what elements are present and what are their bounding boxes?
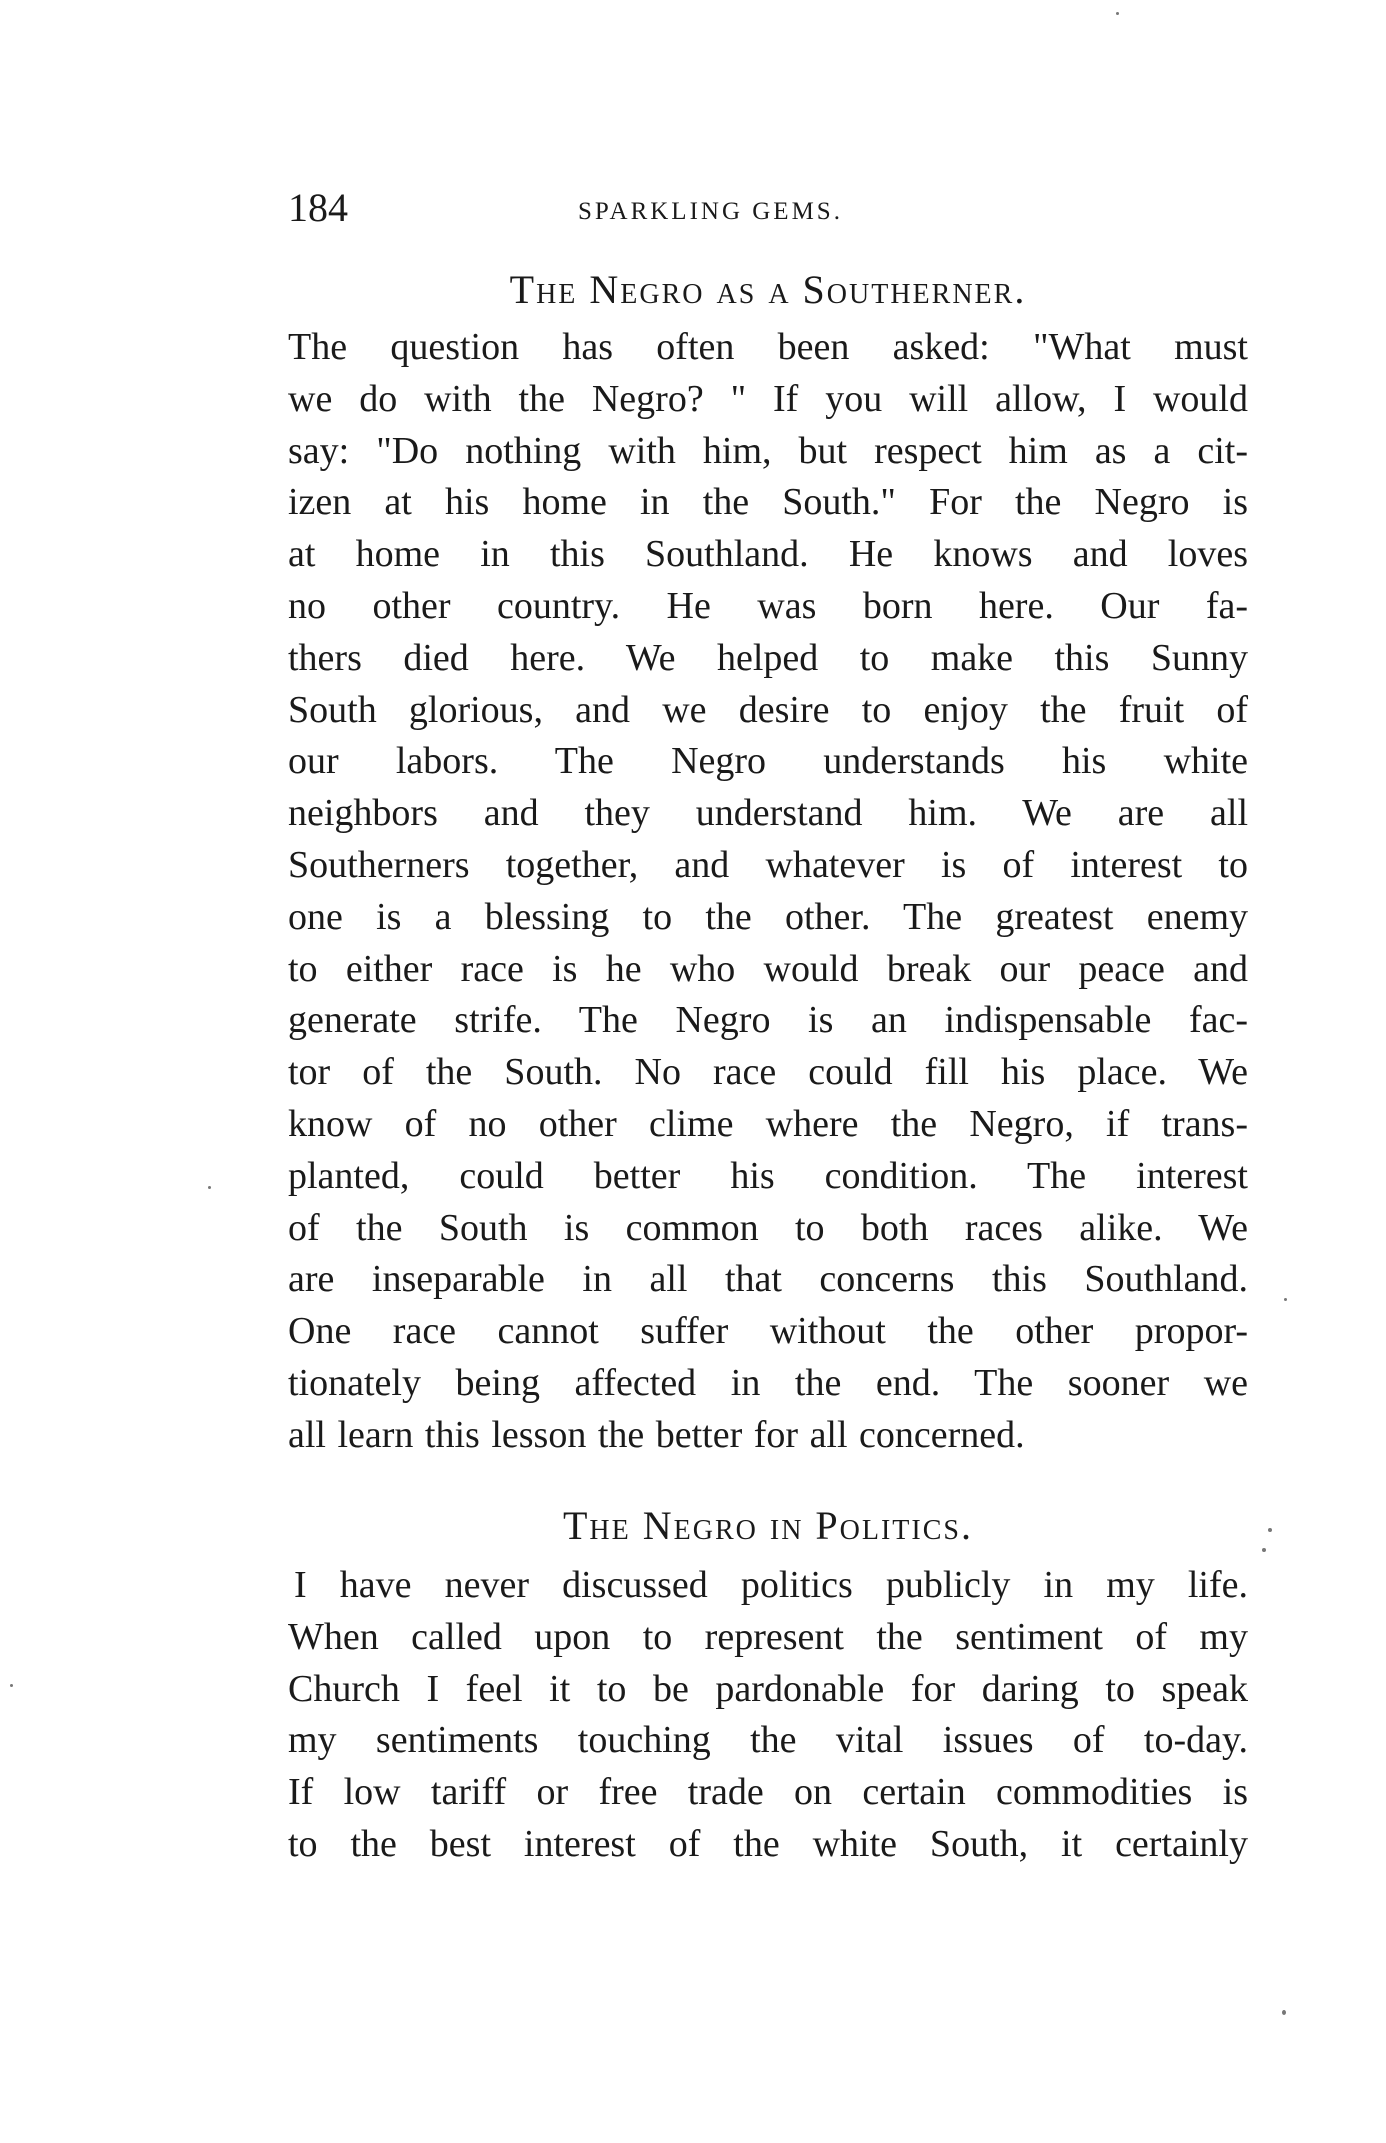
text-line: we do with the Negro? " If you will allow, I would [288,377,1248,420]
text-line: If low tariff or free trade on certain commodities is [288,1771,1248,1814]
text-line: know of no other clime where the Negro, if trans- [288,1102,1248,1145]
text-line: one is a blessing to the other. The greatest enemy [288,895,1248,938]
text-line: all learn this lesson the better for all concerned. [288,1413,1025,1456]
text-line: to the best interest of the white South, it certainly [288,1822,1248,1865]
text-line: of the South is common to both races alike. We [288,1206,1248,1249]
text-line: say: "Do nothing with him, but respect him as a cit- [288,429,1248,472]
scan-speck [1282,2010,1286,2015]
section-heading-negro-in-politics: The Negro in Politics. [563,1503,973,1548]
text-line: are inseparable in all that concerns this Southland. [288,1258,1248,1301]
scan-speck [1268,1528,1272,1532]
text-line: our labors. The Negro understands his white [288,740,1248,783]
text-line: my sentiments touching the vital issues of to-day. [288,1719,1248,1762]
text-line: South glorious, and we desire to enjoy the fruit of [288,688,1248,731]
scan-speck [1284,1298,1287,1301]
scan-speck [10,1684,13,1687]
running-title: SPARKLING GEMS. [578,198,843,225]
text-line: One race cannot suffer without the other propor- [288,1310,1248,1353]
scan-speck [208,1186,211,1189]
text-line: izen at his home in the South." For the Negro is [288,481,1248,524]
scan-speck [1116,12,1119,15]
text-line: I have never discussed politics publicly in my life. [294,1564,1248,1606]
text-line: generate strife. The Negro is an indispensable fac- [288,999,1248,1042]
running-head [288,178,1248,238]
page-number: 184 [288,185,348,230]
text-line: tor of the South. No race could fill his place. We [288,1051,1248,1094]
text-line: at home in this Southland. He knows and loves [288,533,1248,576]
text-line: thers died here. We helped to make this Sunny [288,636,1248,679]
text-line: The question has often been asked: "What must [288,326,1248,368]
paragraph-negro-as-southerner [288,322,1248,1462]
text-line: Church I feel it to be pardonable for daring to speak [288,1667,1248,1710]
text-line: When called upon to represent the sentiment of my [288,1615,1248,1658]
text-line: Southerners together, and whatever is of interest to [288,843,1248,886]
text-line: neighbors and they understand him. We are all [288,792,1248,835]
text-line: planted, could better his condition. The interest [288,1154,1248,1197]
text-line: to either race is he who would break our peace and [288,947,1248,990]
paragraph-negro-in-politics [288,1560,1248,1871]
scan-speck [1262,1548,1266,1552]
text-line: no other country. He was born here. Our fa- [288,584,1248,627]
section-heading-negro-as-southerner: The Negro as a Southerner. [509,267,1027,312]
text-line: tionately being affected in the end. The sooner we [288,1361,1248,1404]
